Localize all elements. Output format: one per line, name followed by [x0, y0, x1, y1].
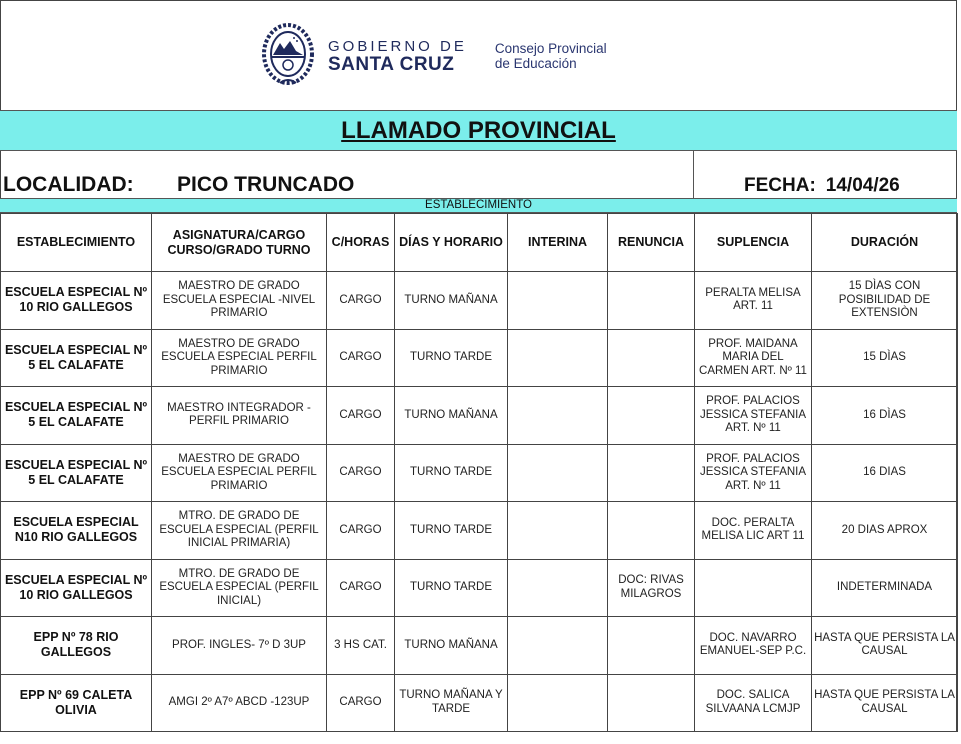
cell-resignation [608, 502, 695, 560]
cell-establishment: EPP Nº 69 CALETA OLIVIA [1, 674, 152, 732]
column-header: ASIGNATURA/CARGO CURSO/GRADO TURNO [152, 214, 327, 272]
cell-schedule: TURNO MAÑANA [395, 617, 508, 675]
section-label-bar [0, 199, 957, 213]
table-row [1, 272, 958, 330]
cell-establishment: ESCUELA ESPECIAL Nº 10 RIO GALLEGOS [1, 559, 152, 617]
cell-subject: MAESTRO INTEGRADOR - PERFIL PRIMARIO [152, 387, 327, 445]
council-wordmark [495, 41, 607, 71]
cell-hours: CARGO [327, 674, 395, 732]
cell-duration: HASTA QUE PERSISTA LA CAUSAL [812, 674, 958, 732]
cell-hours: CARGO [327, 329, 395, 387]
cell-resignation [608, 617, 695, 675]
gov-line1: GOBIERNO DE [328, 37, 467, 55]
date-value: 14/04/26 [825, 175, 900, 196]
cell-duration: HASTA QUE PERSISTA LA CAUSAL [812, 617, 958, 675]
cell-subject: AMGI 2º A7º ABCD -123UP [152, 674, 327, 732]
cell-interim [508, 272, 608, 330]
cell-hours: CARGO [327, 444, 395, 502]
cell-subject: MAESTRO DE GRADO ESCUELA ESPECIAL PERFIL PRIMARIO [152, 329, 327, 387]
cell-subject: PROF. INGLES- 7º D 3UP [152, 617, 327, 675]
section-label: ESTABLECIMIENTO [425, 199, 532, 211]
column-header: ESTABLECIMIENTO [1, 214, 152, 272]
vacancy-table [0, 213, 958, 732]
locality-value: PICO TRUNCADO [177, 173, 355, 196]
cell-subject: MTRO. DE GRADO DE ESCUELA ESPECIAL (PERFIL INICIAL) [152, 559, 327, 617]
locality-cell [0, 151, 694, 198]
cell-interim [508, 559, 608, 617]
column-header: RENUNCIA [608, 214, 695, 272]
council-line2: de Educación [494, 56, 577, 71]
date-label: FECHA: [744, 175, 816, 196]
cell-establishment: ESCUELA ESPECIAL N10 RIO GALLEGOS [1, 502, 152, 560]
cell-duration: 15 DÌAS [812, 329, 958, 387]
cell-establishment: EPP Nº 78 RIO GALLEGOS [1, 617, 152, 675]
column-header: INTERINA [508, 214, 608, 272]
cell-substitute: DOC. PERALTA MELISA LIC ART 11 [695, 502, 812, 560]
cell-resignation [608, 272, 695, 330]
cell-resignation [608, 674, 695, 732]
table-row [1, 617, 958, 675]
logo [262, 23, 607, 89]
cell-interim [508, 329, 608, 387]
cell-resignation [608, 444, 695, 502]
table-row [1, 674, 958, 732]
cell-hours: CARGO [327, 559, 395, 617]
cell-duration: 16 DIAS [812, 444, 958, 502]
cell-duration: 20 DIAS APROX [812, 502, 958, 560]
cell-duration: 15 DÌAS CON POSIBILIDAD DE EXTENSIÒN [812, 272, 958, 330]
cell-hours: CARGO [327, 502, 395, 560]
cell-schedule: TURNO MAÑANA [395, 387, 508, 445]
cell-establishment: ESCUELA ESPECIAL Nº 5 EL CALAFATE [1, 329, 152, 387]
cell-interim [508, 502, 608, 560]
government-wordmark [328, 38, 467, 75]
cell-schedule: TURNO TARDE [395, 559, 508, 617]
cell-resignation [608, 387, 695, 445]
cell-substitute: PROF. PALACIOS JESSICA STEFANIA ART. Nº 11 [695, 387, 812, 445]
cell-resignation: DOC: RIVAS MILAGROS [608, 559, 695, 617]
cell-substitute: PERALTA MELISA ART. 11 [695, 272, 812, 330]
gov-line2: SANTA CRUZ [328, 53, 455, 75]
cell-hours: CARGO [327, 272, 395, 330]
cell-schedule: TURNO TARDE [395, 329, 508, 387]
cell-substitute: PROF. PALACIOS JESSICA STEFANIA ART. Nº 11 [695, 444, 812, 502]
cell-schedule: TURNO MAÑANA [395, 272, 508, 330]
locality-date-row [0, 151, 957, 199]
table-row [1, 387, 958, 445]
cell-subject: MAESTRO DE GRADO ESCUELA ESPECIAL -NIVEL PRIMARIO [152, 272, 327, 330]
page-title: LLAMADO PROVINCIAL [341, 117, 616, 144]
cell-interim [508, 617, 608, 675]
cell-schedule: TURNO TARDE [395, 502, 508, 560]
cell-duration: 16 DÌAS [812, 387, 958, 445]
cell-substitute: PROF. MAIDANA MARIA DEL CARMEN ART. Nº 11 [695, 329, 812, 387]
column-header: SUPLENCIA [695, 214, 812, 272]
cell-hours: 3 HS CAT. [327, 617, 395, 675]
column-header: C/HORAS [327, 214, 395, 272]
province-coat-of-arms-icon [262, 23, 314, 89]
cell-establishment: ESCUELA ESPECIAL Nº 10 RIO GALLEGOS [1, 272, 152, 330]
cell-hours: CARGO [327, 387, 395, 445]
cell-schedule: TURNO TARDE [395, 444, 508, 502]
cell-interim [508, 674, 608, 732]
document-header [0, 0, 957, 110]
title-bar [0, 110, 957, 151]
cell-establishment: ESCUELA ESPECIAL Nº 5 EL CALAFATE [1, 387, 152, 445]
cell-subject: MAESTRO DE GRADO ESCUELA ESPECIAL PERFIL PRIMARIO [152, 444, 327, 502]
cell-interim [508, 444, 608, 502]
table-row [1, 559, 958, 617]
locality-label: LOCALIDAD: [3, 173, 134, 196]
cell-substitute: DOC. NAVARRO EMANUEL-SEP P.C. [695, 617, 812, 675]
column-header: DÍAS Y HORARIO [395, 214, 508, 272]
cell-duration: INDETERMINADA [812, 559, 958, 617]
cell-establishment: ESCUELA ESPECIAL Nº 5 EL CALAFATE [1, 444, 152, 502]
cell-interim [508, 387, 608, 445]
council-line1: Consejo Provincial [494, 41, 607, 56]
cell-schedule: TURNO MAÑANA Y TARDE [395, 674, 508, 732]
table-row [1, 329, 958, 387]
table-header-row [1, 214, 958, 272]
date-cell [744, 175, 900, 197]
table-row [1, 444, 958, 502]
cell-substitute [695, 559, 812, 617]
column-header: DURACIÓN [812, 214, 958, 272]
cell-subject: MTRO. DE GRADO DE ESCUELA ESPECIAL (PERFIL INICIAL PRIMARIA) [152, 502, 327, 560]
cell-resignation [608, 329, 695, 387]
cell-substitute: DOC. SALICA SILVAANA LCMJP [695, 674, 812, 732]
table-row [1, 502, 958, 560]
